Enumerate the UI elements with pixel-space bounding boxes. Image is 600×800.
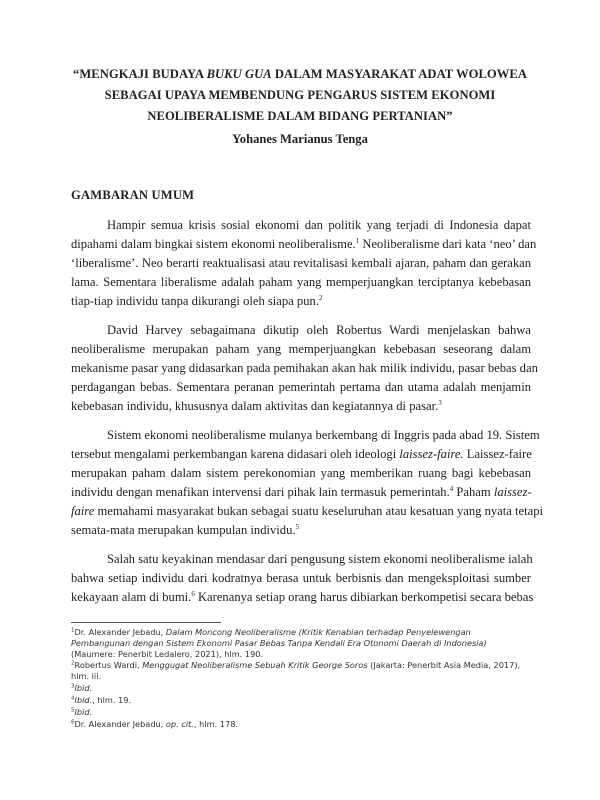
footnote-1: $^1$Dr. Alexander Jebadu, Dalam Moncong Neoliberalisme (Kritik Kenabian terhadap Penyelewengan — [71, 627, 471, 637]
title-line-2: SEBAGAI UPAYA MEMBENDUNG PENGARUS SISTEM EKONOMI — [104, 88, 496, 102]
section-heading: GAMBARAN UMUM — [71, 188, 195, 202]
paragraph-4-line: Salah satu keyakinan mendasar dari pengusung sistem ekonomi neoliberalisme ialah — [107, 552, 533, 566]
footnote-ref: 4 — [449, 484, 454, 493]
paragraph-3-line: Sistem ekonomi neoliberalisme mulanya berkembang di Inggris pada abad 19. Sistem — [107, 428, 540, 442]
paragraph-2-line: David Harvey sebagaimana dikutip oleh Robertus Wardi menjelaskan bahwa — [107, 323, 531, 337]
footnote-ref: 2 — [318, 293, 323, 302]
paragraph-1-line: lama. Sementara liberalisme adalah paham yang memperjuangkan terciptanya kebebasan — [71, 275, 531, 289]
footnote-2-cont: hlm. iii. — [71, 671, 102, 681]
footnote-ref: 5 — [295, 522, 300, 531]
footnote-ref: 6 — [191, 589, 195, 598]
footnote-1-cont: (Maumere: Penerbit Ledalero, 2021), hlm. 190. — [71, 649, 264, 659]
paragraph-4-line: bahwa setiap individu dari kodratnya berasa untuk berbisnis dan mengeksploitasi sumber — [71, 571, 531, 585]
paragraph-2-line: neoliberalisme merupakan paham yang memperjuangkan kebebasan seseorang dalam — [71, 342, 531, 356]
author-name: Yohanes Marianus Tenga — [232, 132, 368, 146]
footnote-5: $^5$Ibid. — [71, 707, 93, 717]
paragraph-1-line: dipahami dalam bingkai sistem ekonomi neoliberalisme.$^1$ Neoliberalisme dari kata ‘neo’ dan — [71, 236, 537, 251]
paragraph-1-line: tiap-tiap individu tanpa dikurangi oleh siapa pun.$^2$ — [71, 293, 323, 308]
paragraph-2-line: mekanisme pasar yang didasarkan pada pemihakan akan hak milik individu, pasar bebas dan — [71, 361, 538, 375]
paragraph-3-line: individu dengan menafikan intervensi dari pihak lain termasuk pemerintah.$^4$ Paham laissez- — [71, 484, 532, 499]
title-line-3: NEOLIBERALISME DALAM BIDANG PERTANIAN” — [147, 109, 453, 123]
paragraph-4-line: kekayaan alam di bumi.$^6$ Karenanya setiap orang harus dibiarkan berkompetisi secara bebas — [71, 589, 534, 604]
footnote-ref: 3 — [438, 398, 442, 407]
footnote-1-cont: Pembangunan dengan Sistem Ekonomi Pasar Bebas Tanpa Kendali Era Otonomi Daerah di Indonesia) — [71, 638, 487, 648]
footnote-2: $^2$Robertus Wardi, Menggugat Neoliberalisme Sebuah Kritik George Soros (Jakarta: Penerbit Asia Media, 2017), — [71, 660, 521, 670]
paragraph-3-line: semata-mata merupakan kumpulan individu.$^5$ — [71, 522, 300, 537]
document-title — [60, 64, 540, 127]
title-line-1: “MENGKAJI BUDAYA BUKU GUA DALAM MASYARAKAT ADAT WOLOWEA — [73, 67, 527, 81]
footnote-6: $^6$Dr. Alexander Jebadu, op. cit., hlm. 178. — [71, 719, 239, 729]
paragraph-3-line: faire memahami masyarakat bukan sebagai suatu keseluruhan atau kesatuan yang nyata tetapi — [71, 504, 543, 518]
paragraph-1-line: Hampir semua krisis sosial ekonomi dan politik yang terjadi di Indonesia dapat — [107, 218, 531, 232]
paragraph-3-line: tersebut mengalami perkembangan karena didasari oleh ideologi laissez-faire. Laissez-faire — [71, 447, 532, 461]
paragraph-2-line: perdagangan bebas. Sementara peranan pemerintah pertama dan utama adalah menjamin — [71, 380, 531, 394]
paragraph-2-line: kebebasan individu, khususnya dalam aktivitas dan kegiatannya di pasar.$^3$ — [71, 398, 442, 413]
footnote-divider — [71, 622, 221, 623]
paragraph-1-line: ‘liberalisme’. Neo berarti reaktualisasi atau revitalisasi kembali ajaran, paham dan gerakan — [71, 256, 531, 270]
footnote-3: $^3$Ibid. — [71, 683, 93, 693]
paragraph-3-line: merupakan paham dalam sistem perekonomian yang memberikan ruang bagi kebebasan — [71, 466, 531, 480]
footnote-4: $^4$Ibid., hlm. 19. — [71, 695, 132, 705]
footnote-ref: 1 — [355, 236, 360, 245]
